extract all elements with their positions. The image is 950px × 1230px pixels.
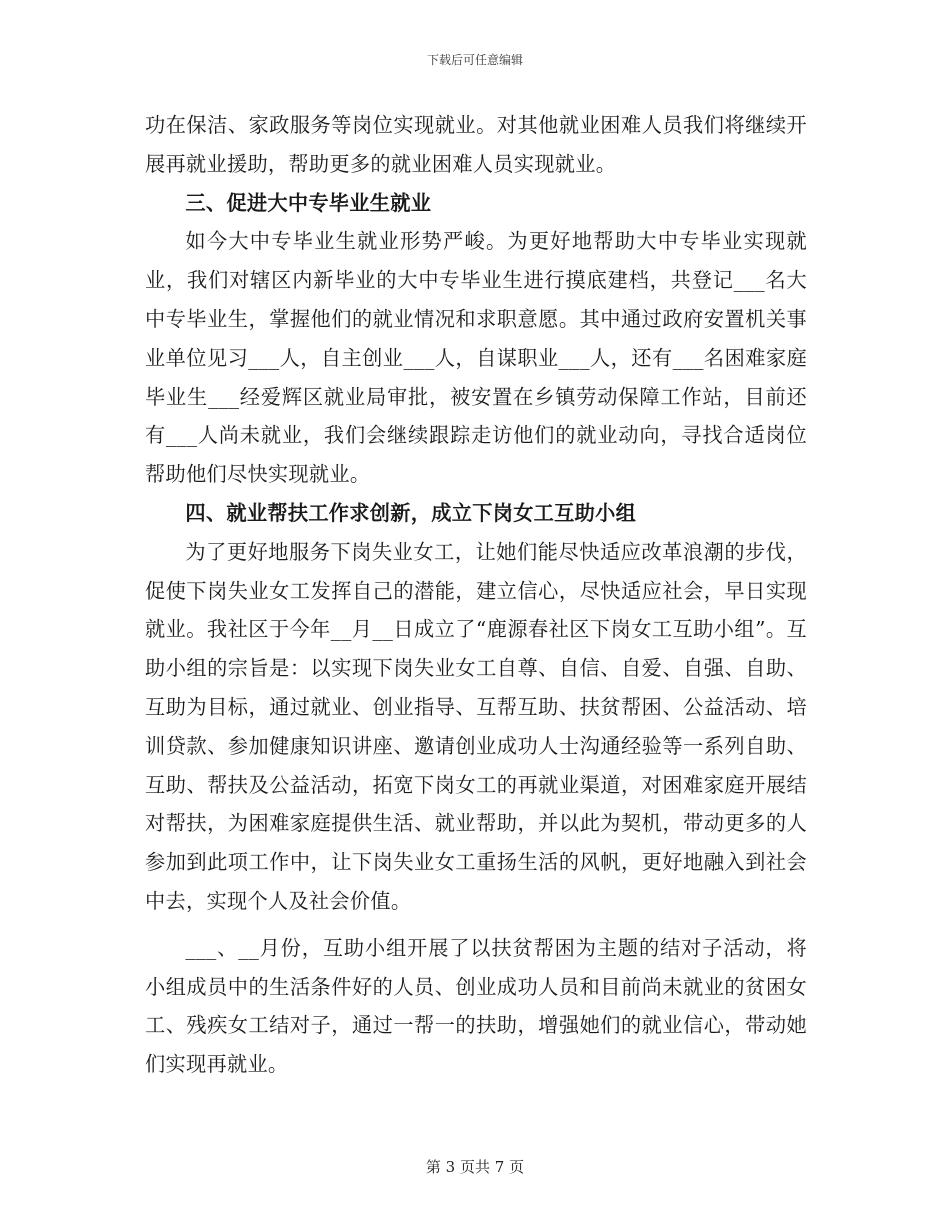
page-header: 下载后可任意编辑 xyxy=(426,53,523,67)
section-heading-3: 三、促进大中专毕业生就业 xyxy=(185,190,432,215)
section-heading-4: 四、就业帮扶工作求创新，成立下岗女工互助小组 xyxy=(185,500,637,525)
paragraph-pairing-activity: ___、__月份，互助小组开展了以扶贫帮困为主题的结对子活动，将小组成员中的生活条件好的人员、创业成功人员和目前尚未就业的贫困女工、残疾女工结对子，通过一帮一的扶助，增强她们的就业信心，带动她们实现再就业。 xyxy=(145,935,807,1077)
paragraph-graduates: 如今大中专毕业生就业形势严峻。为更好地帮助大中专毕业实现就业，我们对辖区内新毕业的大中专毕业生进行摸底建档，共登记___名大中专毕业生，掌握他们的就业情况和求职意愿。其中通过政府安置机关事业单位见习___人，自主创业___人，自谋职业___人，还有___名困难家庭毕业生___经爱辉区就业局审批，被安置在乡镇劳动保障工作站，目前还有___人尚未就业，我们会继续跟踪走访他们的就业动向，寻找合适岗位帮助他们尽快实现就业。 xyxy=(145,229,807,487)
paragraph-mutual-aid-group: 为了更好地服务下岗失业女工，让她们能尽快适应改革浪潮的步伐，促使下岗失业女工发挥自己的潜能，建立信心，尽快适应社会，早日实现就业。我社区于今年__月__日成立了“鹿源春社区下岗女工互助小组”。互助小组的宗旨是：以实现下岗失业女工自尊、自信、自爱、自强、自助、互助为目标，通过就业、创业指导、互帮互助、扶贫帮困、公益活动、培训贷款、参加健康知识讲座、邀请创业成功人士沟通经验等一系列自助、互助、帮扶及公益活动，拓宽下岗女工的再就业渠道，对困难家庭开展结对帮扶，为困难家庭提供生活、就业帮助，并以此为契机，带动更多的人参加到此项工作中，让下岗失业女工重扬生活的风帆，更好地融入到社会中去，实现个人及社会价值。 xyxy=(145,539,807,913)
paragraph-continuation: 功在保洁、家政服务等岗位实现就业。对其他就业困难人员我们将继续开展再就业援助，帮助更多的就业困难人员实现就业。 xyxy=(145,113,807,176)
document-body xyxy=(145,106,807,1084)
page-number: 第 3 页共 7 页 xyxy=(425,1158,525,1176)
